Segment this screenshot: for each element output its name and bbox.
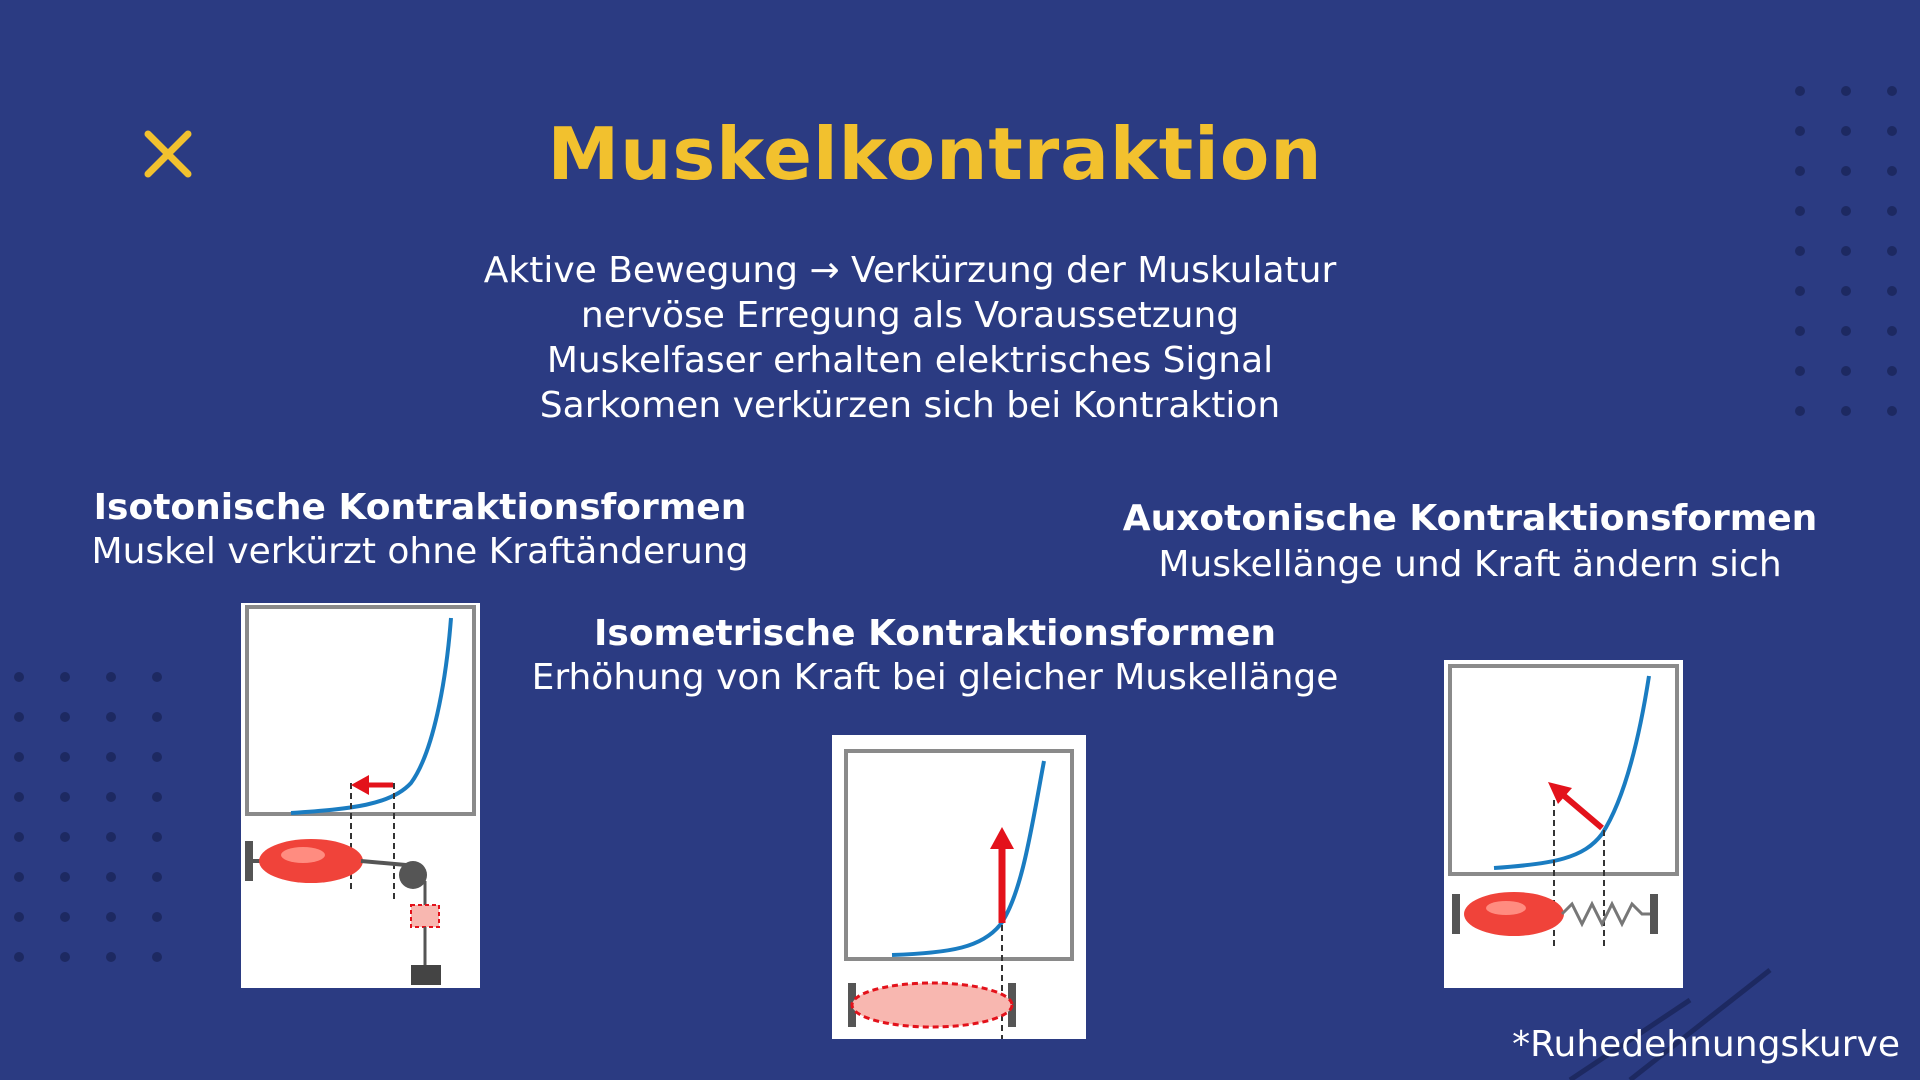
muscle-icon [852, 983, 1012, 1027]
isotonic-diagram [241, 603, 480, 988]
isotonic-title: Isotonische Kontraktionsformen [93, 487, 747, 528]
isotonic-subtitle: Muskel verkürzt ohne Kraftänderung [91, 531, 749, 572]
footnote: *Ruhedehnungskurve [1512, 1024, 1900, 1065]
intro-line: Sarkomen verkürzen sich bei Kontraktion [539, 385, 1281, 426]
isometric-section [500, 612, 1370, 700]
weight-icon [411, 965, 441, 985]
auxotonic-subtitle: Muskellänge und Kraft ändern sich [1158, 544, 1782, 585]
auxotonic-title: Auxotonische Kontraktionsformen [1122, 498, 1818, 539]
spring-icon [1562, 904, 1650, 924]
isotonic-section [60, 486, 780, 574]
intro-text [0, 248, 1820, 428]
isometric-title: Isometrische Kontraktionsformen [594, 613, 1276, 654]
intro-line: Aktive Bewegung → Verkürzung der Muskulatur [483, 250, 1337, 291]
graph-frame [1450, 666, 1677, 874]
isometric-subtitle: Erhöhung von Kraft bei gleicher Muskellänge [531, 657, 1339, 698]
isometric-diagram [832, 735, 1086, 1039]
intro-line: Muskelfaser erhalten elektrisches Signal [546, 340, 1274, 381]
auxotonic-diagram [1444, 660, 1683, 988]
slide-title: Muskelkontraktion [547, 112, 1323, 196]
intro-line: nervöse Erregung als Voraussetzung [580, 295, 1240, 336]
auxotonic-section [1110, 496, 1830, 588]
